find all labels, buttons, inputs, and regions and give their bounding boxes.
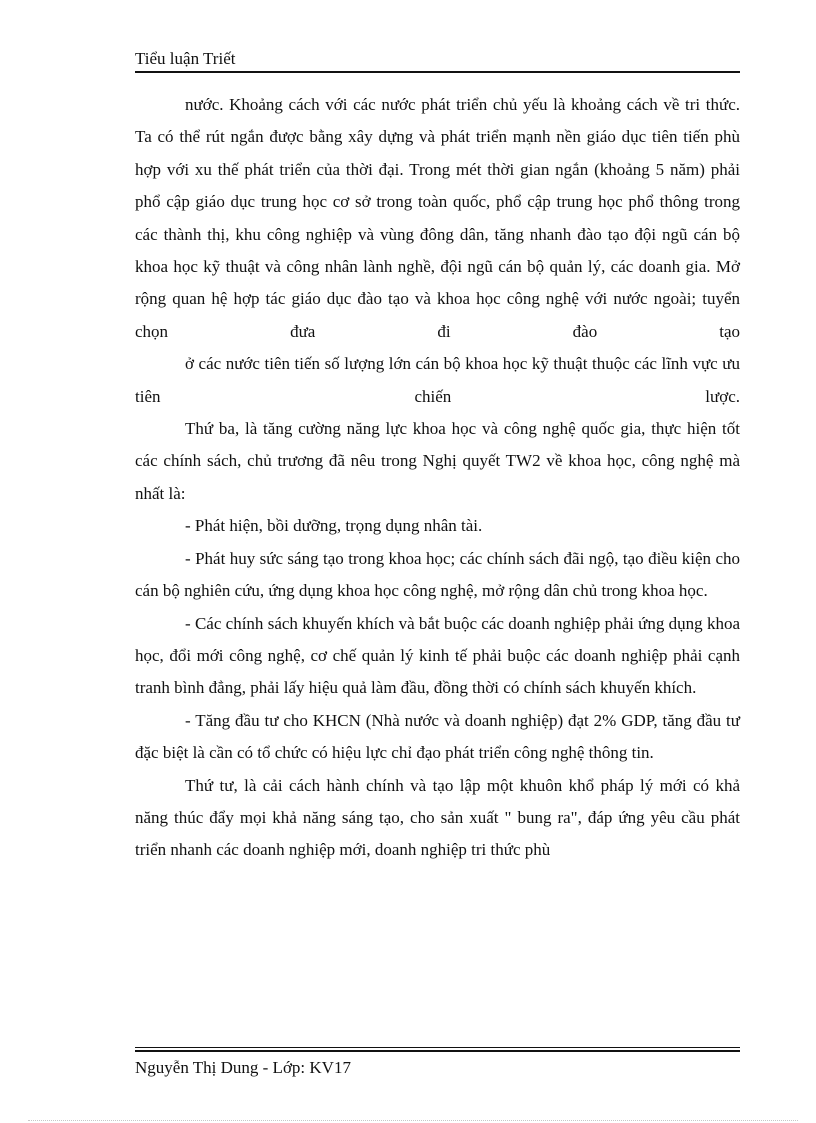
bullet-item: - Phát hiện, bồi dưỡng, trọng dụng nhân tài.	[185, 516, 483, 536]
document-header-title: Tiểu luận Triết	[135, 49, 236, 68]
bullet-item: - Phát huy sức sáng tạo trong khoa học; các chính sách đãi ngộ, tạo điều kiện cho cán bộ nghiên cứu, ứng dụng khoa học công nghệ, mở rộng dân chủ trong khoa học.	[135, 548, 740, 601]
body-paragraph: nước. Khoảng cách với các nước phát triển chủ yếu là khoảng cách về tri thức. Ta có thể rút ngắn được bằng xây dựng và phát triển mạnh nền giáo dục tiên tiến phù hợp với xu thế phát triển của thời đại. Trong mét thời gian ngắn (khoảng 5 năm) phải phổ cập giáo dục trung học cơ sở trong toàn quốc, phổ cập trung học phổ thông trong các thành thị, khu công nghiệp và vùng đông dân, tăng nhanh đào tạo đội ngũ cán bộ khoa học kỹ thuật và công nhân lành nghề, đội ngũ cán bộ quản lý, các doanh gia. Mở rộng quan hệ hợp tác giáo dục đào tạo và khoa học công nghệ với nước ngoài; tuyển chọn đưa đi đào tạo	[135, 95, 740, 341]
page-bottom-border	[28, 1120, 798, 1121]
header-divider	[135, 71, 740, 73]
footer-author: Nguyễn Thị Dung - Lớp: KV17	[135, 1058, 351, 1077]
body-paragraph: Thứ ba, là tăng cường năng lực khoa học và công nghệ quốc gia, thực hiện tốt các chính sách, chủ trương đã nêu trong Nghị quyết TW2 về khoa học, công nghệ mà nhất là:	[135, 419, 740, 503]
document-body	[135, 89, 740, 867]
bullet-item: - Các chính sách khuyến khích và bắt buộc các doanh nghiệp phải ứng dụng khoa học, đổi mới công nghệ, cơ chế quản lý kinh tế phải buộc các doanh nghiệp phải cạnh tranh bình đẳng, phải lấy hiệu quả làm đầu, đồng thời có chính sách khuyến khích.	[135, 613, 740, 698]
footer-divider-thick	[135, 1050, 740, 1052]
body-paragraph: Thứ tư, là cải cách hành chính và tạo lập một khuôn khổ pháp lý mới có khả năng thúc đẩy mọi khả năng sáng tạo, cho sản xuất " bung ra", đáp ứng yêu cầu phát triển nhanh các doanh nghiệp mới, doanh nghiệp tri thức phù	[135, 775, 740, 860]
bullet-item: - Tăng đầu tư cho KHCN (Nhà nước và doanh nghiệp) đạt 2% GDP, tăng đầu tư đặc biệt là cần có tổ chức có hiệu lực chỉ đạo phát triển công nghệ thông tin.	[135, 710, 740, 763]
footer-divider-thin	[135, 1047, 740, 1048]
body-paragraph: ở các nước tiên tiến số lượng lớn cán bộ khoa học kỹ thuật thuộc các lĩnh vực ưu tiên chiến lược.	[135, 354, 740, 406]
